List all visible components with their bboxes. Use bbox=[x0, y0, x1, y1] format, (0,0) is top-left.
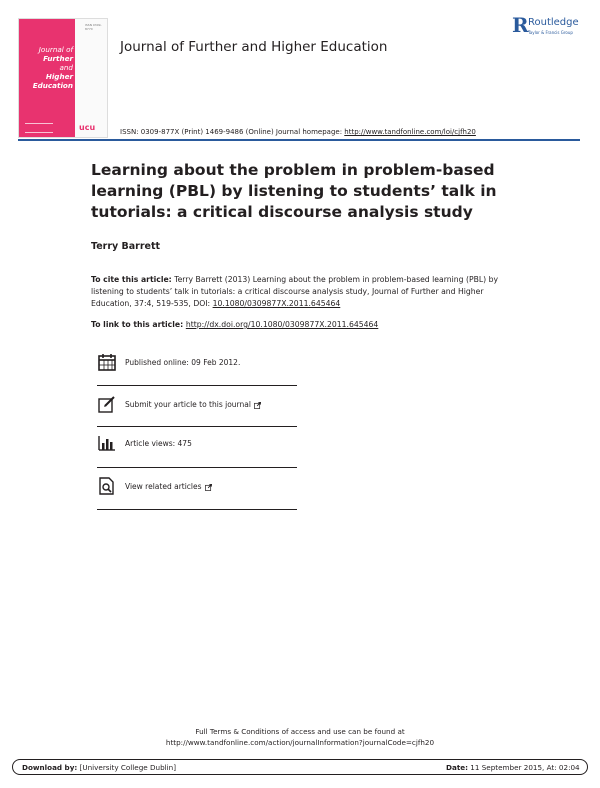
article-views-text: Article views: 475 bbox=[125, 439, 192, 448]
terms-notice bbox=[0, 727, 600, 748]
edit-icon bbox=[97, 394, 117, 414]
cover-ucu-badge: ucu bbox=[79, 123, 96, 132]
journal-cover bbox=[18, 18, 108, 138]
related-articles-row[interactable] bbox=[97, 476, 297, 506]
cover-title-line: Further bbox=[43, 54, 73, 63]
submit-article-label: Submit your article to this journal bbox=[125, 400, 251, 409]
date-value: 11 September 2015, At: 02:04 bbox=[468, 763, 580, 772]
terms-line: Full Terms & Conditions of access and use can be found at bbox=[195, 727, 405, 736]
issn-text: ISSN: 0309-877X (Print) 1469-9486 (Online) Journal homepage: bbox=[120, 128, 345, 136]
routledge-logo-icon: R bbox=[512, 13, 529, 37]
journal-homepage-link[interactable]: http://www.tandfonline.com/loi/cjfh20 bbox=[344, 128, 476, 136]
cover-title-line: Higher bbox=[45, 72, 73, 81]
cover-title-line: Education bbox=[32, 81, 73, 90]
info-divider bbox=[97, 385, 297, 386]
publisher-name: Routledge bbox=[528, 17, 579, 28]
related-articles-link[interactable] bbox=[125, 482, 212, 491]
cite-label: To cite this article: bbox=[91, 275, 172, 284]
document-search-icon bbox=[97, 476, 117, 496]
cover-title bbox=[25, 45, 73, 90]
publisher-logo[interactable] bbox=[512, 14, 588, 42]
published-online-text: Published online: 09 Feb 2012. bbox=[125, 358, 241, 367]
downloaded-by bbox=[22, 763, 176, 772]
info-divider bbox=[97, 467, 297, 468]
journal-title: Journal of Further and Higher Education bbox=[120, 39, 388, 55]
bar-chart-icon bbox=[97, 433, 117, 453]
cover-title-line: Journal of bbox=[38, 45, 73, 54]
link-label: To link to this article: bbox=[91, 320, 186, 329]
terms-url-link[interactable]: http://www.tandfonline.com/action/journalInformation?journalCode=cjfh20 bbox=[165, 737, 435, 747]
citation-block bbox=[91, 274, 511, 311]
submit-article-link[interactable] bbox=[125, 400, 261, 409]
info-divider bbox=[97, 509, 297, 510]
download-date bbox=[446, 763, 580, 772]
date-label: Date: bbox=[446, 763, 469, 772]
info-divider bbox=[97, 426, 297, 427]
author-name[interactable]: Terry Barrett bbox=[91, 241, 161, 252]
downloaded-label: Download by: bbox=[22, 763, 78, 772]
downloaded-value: [University College Dublin] bbox=[77, 763, 177, 772]
external-link-icon bbox=[254, 402, 261, 409]
calendar-icon bbox=[97, 352, 117, 372]
article-title: Learning about the problem in problem-based learning (PBL) by listening to students’ talk in tutorials: a critical discourse analysis study bbox=[91, 161, 497, 221]
cite-text: Terry Barrett (2013) Learning about the problem in problem-based learning (PBL) by listening to students’ talk in tutorials: a critical discourse analysis study, Journal of Further and Higher Education, 37:4, 519-535, DOI: bbox=[91, 275, 499, 309]
cover-title-line: and bbox=[59, 63, 73, 72]
publisher-tagline: Taylor & Francis Group bbox=[528, 30, 573, 35]
article-doi-link[interactable]: http://dx.doi.org/10.1080/0309877X.2011.645464 bbox=[185, 320, 379, 329]
submit-article-row[interactable] bbox=[97, 394, 297, 424]
article-views-row bbox=[97, 433, 297, 463]
header-divider bbox=[18, 139, 580, 141]
related-articles-label: View related articles bbox=[125, 482, 202, 491]
cite-doi-link[interactable]: 10.1080/0309877X.2011.645464 bbox=[212, 299, 341, 309]
article-link-line bbox=[91, 320, 511, 329]
issn-line bbox=[120, 128, 476, 136]
published-online-row bbox=[97, 352, 297, 382]
cover-publisher-mark bbox=[25, 123, 53, 133]
external-link-icon bbox=[205, 484, 212, 491]
cover-issn: ISSN 0309-877X bbox=[85, 23, 102, 31]
